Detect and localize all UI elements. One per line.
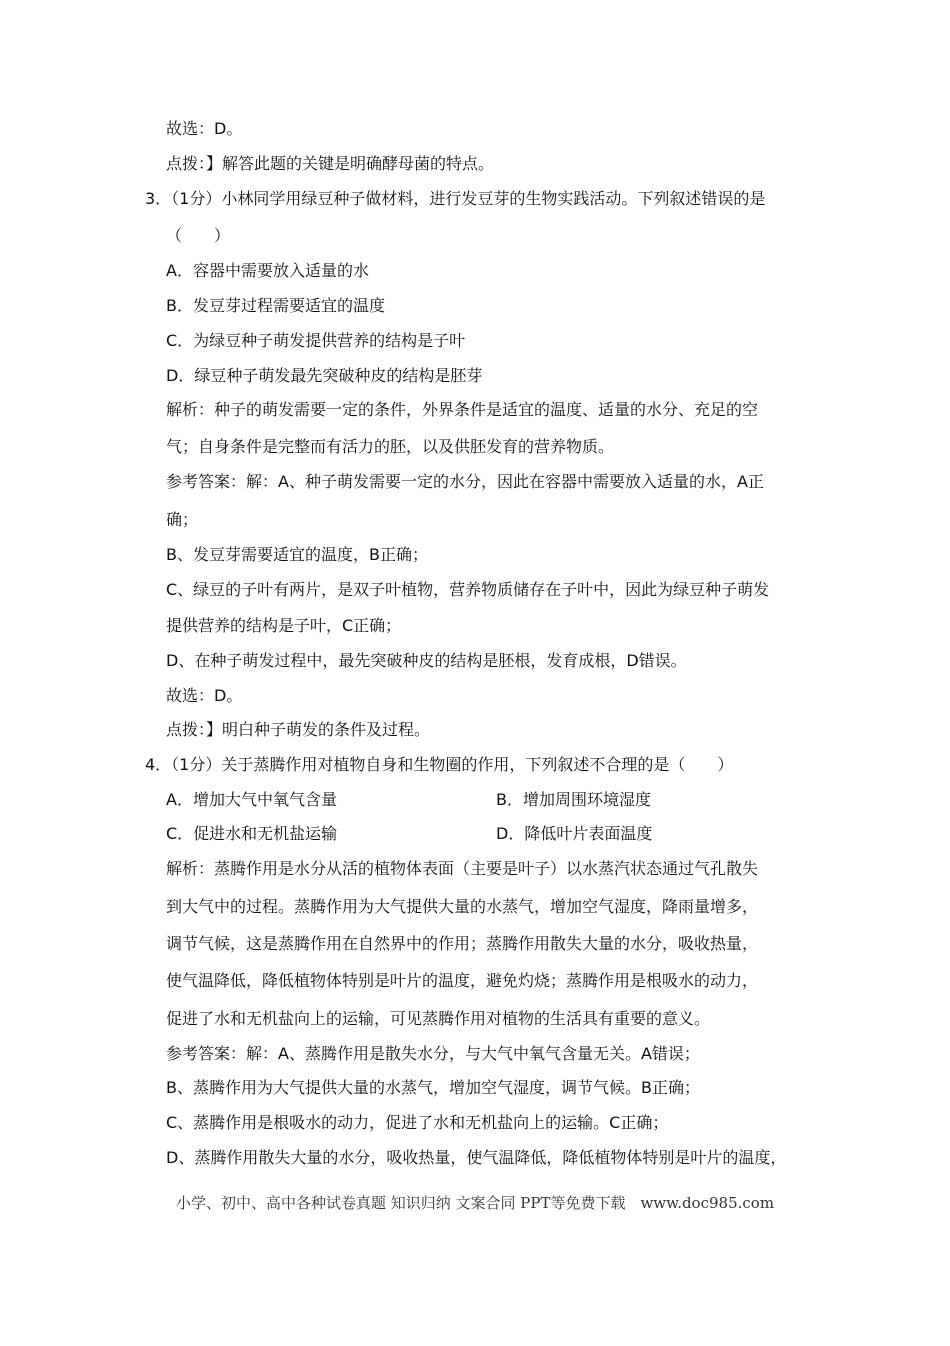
q3-option-b: B．发豆芽过程需要适宜的温度 <box>166 296 385 315</box>
q4-stem: 4．（1分）关于蒸腾作用对植物自身和生物圈的作用，下列叙述不合理的是（ ） <box>145 755 734 774</box>
q4-option-c: C．促进水和无机盐运输 <box>166 824 338 843</box>
q3-option-a: A．容器中需要放入适量的水 <box>166 261 369 280</box>
q3-choice: 故选：D。 <box>166 686 243 705</box>
q3-answer-line: D、在种子萌发过程中，最先突破种皮的结构是胚根，发育成根，D错误。 <box>166 651 687 670</box>
q4-answer-line: D、蒸腾作用散失大量的水分，吸收热量，使气温降低，降低植物体特别是叶片的温度， <box>166 1148 787 1167</box>
q3-analysis-line: 解析：种子的萌发需要一定的条件，外界条件是适宜的温度、适量的水分、充足的空 <box>166 400 759 419</box>
q4-analysis-line: 使气温降低，降低植物体特别是叶片的温度，避免灼烧；蒸腾作用是根吸水的动力， <box>166 971 759 990</box>
q3-stem-paren: （ ） <box>166 226 231 245</box>
q3-answer-line: 确； <box>166 510 199 529</box>
q4-analysis-line: 解析：蒸腾作用是水分从活的植物体表面（主要是叶子）以水蒸汽状态通过气孔散失 <box>166 859 759 878</box>
q4-analysis-line: 促进了水和无机盐向上的运输，可见蒸腾作用对植物的生活具有重要的意义。 <box>166 1009 711 1028</box>
q3-answer-line: 参考答案：解：A、种子萌发需要一定的水分，因此在容器中需要放入适量的水，A正 <box>166 472 764 491</box>
prev-tip: 点拨：】解答此题的关键是明确酵母菌的特点。 <box>166 154 495 173</box>
q3-option-c: C．为绿豆种子萌发提供营养的结构是子叶 <box>166 331 466 350</box>
q4-analysis-line: 到大气中的过程。蒸腾作用为大气提供大量的水蒸气，增加空气湿度，降雨量增多， <box>166 897 759 916</box>
q3-answer-line: 提供营养的结构是子叶，C正确； <box>166 616 402 635</box>
prev-choice: 故选：D。 <box>166 119 243 138</box>
page-footer: 小学、初中、高中各种试卷真题 知识归纳 文案合同 PPT等免费下载 www.doc985.com <box>175 1194 775 1212</box>
q3-analysis-line: 气；自身条件是完整而有活力的胚，以及供胚发育的营养物质。 <box>166 437 615 456</box>
q3-option-d: D．绿豆种子萌发最先突破种皮的结构是胚芽 <box>166 366 483 385</box>
q3-answer-line: B、发豆芽需要适宜的温度，B正确； <box>166 545 428 564</box>
q4-option-d: D．降低叶片表面温度 <box>496 824 653 843</box>
q4-option-b: B．增加周围环境湿度 <box>496 790 651 809</box>
q4-analysis-line: 调节气候，这是蒸腾作用在自然界中的作用；蒸腾作用散失大量的水分，吸收热量， <box>166 934 759 953</box>
q4-answer-line: 参考答案：解：A、蒸腾作用是散失水分，与大气中氧气含量无关。A错误； <box>166 1044 700 1063</box>
q3-answer-line: C、绿豆的子叶有两片，是双子叶植物，营养物质储存在子叶中，因此为绿豆种子萌发 <box>166 580 770 599</box>
q4-answer-line: C、蒸腾作用是根吸水的动力，促进了水和无机盐向上的运输。C正确； <box>166 1113 669 1132</box>
q3-stem: 3．（1分）小林同学用绿豆种子做材料，进行发豆芽的生物实践活动。下列叙述错误的是 <box>145 189 766 208</box>
q4-answer-line: B、蒸腾作用为大气提供大量的水蒸气，增加空气湿度，调节气候。B正确； <box>166 1078 700 1097</box>
q3-tip: 点拨：】明白种子萌发的条件及过程。 <box>166 720 431 739</box>
q4-option-a: A．增加大气中氧气含量 <box>166 790 337 809</box>
